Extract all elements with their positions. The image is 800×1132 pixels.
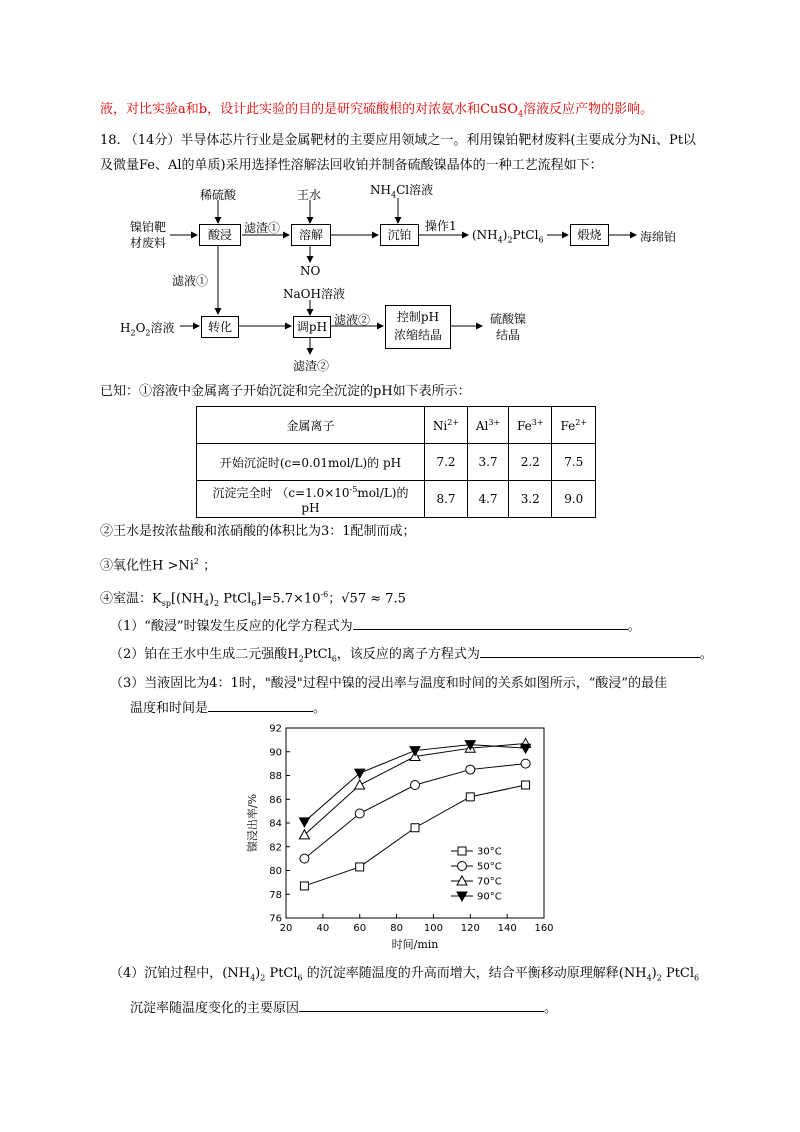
flow-step-calcine: 煅烧 <box>570 224 609 246</box>
table-header-row <box>197 407 596 444</box>
x-tick-label: 40 <box>316 923 330 934</box>
flow-acid-label: 稀硫酸 <box>200 188 237 202</box>
y-tick-label: 88 <box>269 771 282 782</box>
x-tick-label: 60 <box>353 923 367 934</box>
x-tick-label: 20 <box>279 923 293 934</box>
answer-blank-3[interactable] <box>208 699 313 712</box>
table-header-cell: $Fe^{2+}$ <box>552 407 596 444</box>
table-cell: 2.2 <box>509 444 552 481</box>
flow-step-acid-leach: 酸浸 <box>199 224 241 246</box>
flow-step-dissolve: 溶解 <box>291 224 331 246</box>
data-point <box>522 781 530 789</box>
legend-marker <box>458 862 467 871</box>
data-point <box>521 744 531 753</box>
table-header-cell: $Al^{3+}$ <box>468 407 509 444</box>
flow-residue1-label: 滤渣① <box>244 221 281 235</box>
x-tick-label: 80 <box>390 923 403 934</box>
table-header-cell: $Fe^{3+}$ <box>509 407 552 444</box>
y-axis-label: 镍浸出率/% <box>246 793 259 853</box>
y-tick-label: 86 <box>269 794 282 806</box>
flow-sponge-pt-label: 海绵铂 <box>640 230 677 244</box>
question-1: （1）“酸浸”时镍发生反应的化学方程式为 。 <box>110 619 641 634</box>
x-tick-label: 160 <box>534 923 554 934</box>
data-point <box>411 824 419 832</box>
table-cell: 7.5 <box>552 444 596 481</box>
table-header-cell: 金属离子 <box>197 407 425 444</box>
series-line-1 <box>304 764 525 859</box>
table-row <box>197 481 596 518</box>
y-tick-label: 82 <box>269 842 282 854</box>
data-point <box>299 818 309 827</box>
flow-residue2-label: 滤渣② <box>293 359 330 373</box>
legend-marker <box>458 847 466 855</box>
flow-no-label: NO <box>300 264 321 278</box>
x-tick-label: 100 <box>423 923 443 934</box>
table-cell: 3.2 <box>509 481 552 518</box>
flow-naoh-label: NaOH溶液 <box>283 287 345 301</box>
data-point <box>355 809 364 818</box>
flow-step-convert: 转化 <box>201 316 239 338</box>
data-point <box>410 747 420 756</box>
data-point <box>466 765 475 774</box>
flow-filtrate2-label: 滤液② <box>334 313 371 327</box>
flow-step-precipitate-pt: 沉铂 <box>380 224 419 246</box>
ion-ph-table <box>196 406 596 518</box>
question-line-1: 18. （14分）半导体芯片行业是金属靶材的主要应用领域之一。利用镍铂靶材废料(主要成分为Ni、Pt以 <box>100 133 696 148</box>
y-tick-label: 84 <box>269 818 282 830</box>
table-cell: 3.7 <box>468 444 509 481</box>
table-row-label: 沉淀完全时 $(c=1.0\times 10^{-5}mol/L)$的 pH <box>197 481 425 518</box>
leaching-rate-chart <box>238 722 558 962</box>
question-line-2: 及微量Fe、Al的单质)采用选择性溶解法回收铂并制备硫酸镍晶体的一种工艺流程如下： <box>100 158 603 173</box>
flow-operation1-label: 操作1 <box>425 219 457 233</box>
flow-crystal-top: 硫酸镍 <box>490 312 527 326</box>
header-line: 液，对比实验a和b，设计此实验的目的是研究硫酸根的对浓氨水和CuSO$_4$溶液反应产物的影响。 <box>100 102 654 119</box>
question-3-line-1: （3）当液固比为4：1时，"酸浸"过程中镍的浸出率与温度和时间的关系如图所示，“酸浸”的最佳 <box>110 676 668 691</box>
flow-input-top: 镍铂靶 <box>130 220 167 234</box>
data-point <box>355 780 365 789</box>
table-row-label: 开始沉淀时(c=0.01mol/L)的 pH <box>197 444 425 481</box>
header-text: 液，对比实验a和b，设计此实验的目的是研究硫酸根的对浓氨水和CuSO <box>100 102 518 117</box>
data-point <box>356 863 364 871</box>
known-intro: 已知：①溶液中金属离子开始沉淀和完全沉淀的pH如下表所示： <box>100 384 471 399</box>
legend-label: 90°C <box>477 891 502 903</box>
legend-label: 30°C <box>477 846 502 858</box>
flow-aqua-regia-label: 王水 <box>297 188 322 202</box>
x-tick-label: 120 <box>460 923 480 934</box>
y-tick-label: 76 <box>269 913 282 925</box>
question-2: （2）铂在王水中生成二元强酸$H_2PtCl_6$，该反应的离子方程式为 。 <box>110 647 713 664</box>
answer-blank-1[interactable] <box>353 617 628 630</box>
table-header-cell: $Ni^{2+}$ <box>425 407 468 444</box>
y-tick-label: 80 <box>269 866 282 877</box>
x-tick-label: 140 <box>497 923 517 934</box>
table-cell: 4.7 <box>468 481 509 518</box>
known-item-3: ③氧化性$H >Ni^2$ ； <box>100 557 217 574</box>
data-point <box>521 759 530 768</box>
process-flowchart <box>0 0 800 380</box>
flow-product-nh4-ptcl6: $(NH_4)_2PtCl_6$ <box>472 228 544 245</box>
table-cell: 7.2 <box>425 444 468 481</box>
question-4-line-2: 沉淀率随温度变化的主要原因 。 <box>130 1001 558 1016</box>
question-4-line-1: （4）沉铂过程中，$(NH_4)_2$ PtCl$_6$ 的沉淀率随温度的升高而增大，结合平衡移动原理解释$(NH_4)_2$ PtCl$_6$ <box>110 966 700 983</box>
flow-input-bottom: 材废料 <box>130 236 167 250</box>
table-cell: 9.0 <box>552 481 596 518</box>
data-point <box>411 781 420 790</box>
flow-crystal-bottom: 结晶 <box>496 328 521 342</box>
known-item-4: ④室温：$K_{sp}[(NH_4)_2$ $PtCl_6]=5.7\times 10^{-6}$；√57 ≈ 7.5 <box>100 590 406 608</box>
data-point <box>300 854 309 863</box>
flow-step-adjust-ph: 调pH <box>293 316 331 338</box>
y-tick-label: 78 <box>269 889 282 901</box>
legend-label: 70°C <box>477 876 502 888</box>
y-tick-label: 90 <box>269 747 282 759</box>
answer-blank-4[interactable] <box>299 999 544 1012</box>
question-3-line-2: 温度和时间是 。 <box>130 701 327 716</box>
answer-blank-2[interactable] <box>480 645 700 658</box>
x-axis-label: 时间/min <box>391 938 439 951</box>
data-point <box>466 793 474 801</box>
y-tick-label: 92 <box>269 723 282 735</box>
flow-step-crystallize: 控制pH 浓缩结晶 <box>385 305 451 349</box>
flow-filtrate1-label: 滤液① <box>172 274 209 288</box>
table-row <box>197 444 596 481</box>
legend-label: 50°C <box>477 861 502 873</box>
data-point <box>300 882 308 890</box>
known-item-2: ②王水是按浓盐酸和浓硝酸的体积比为3：1配制而成； <box>100 524 416 539</box>
table-cell: 8.7 <box>425 481 468 518</box>
flow-h2o2-label: $H_2O_2$溶液 <box>120 321 175 338</box>
flow-nh4cl-label: $NH_4Cl$溶液 <box>370 183 434 200</box>
